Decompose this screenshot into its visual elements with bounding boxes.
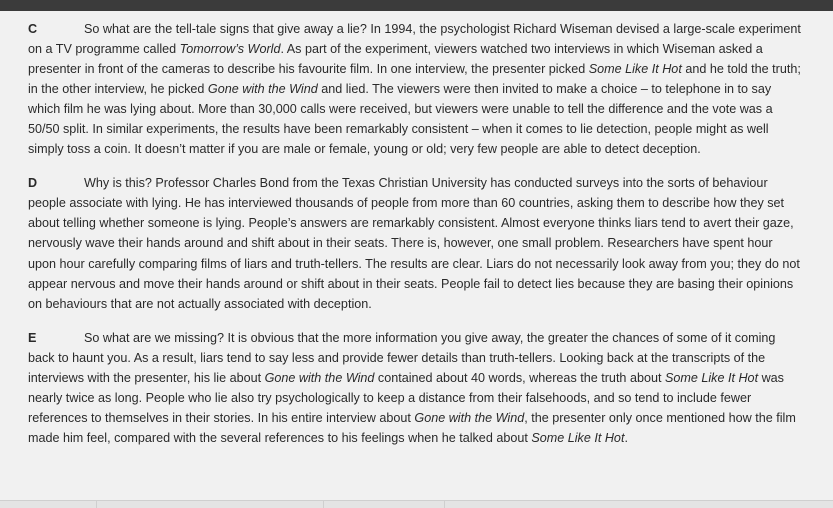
film-title-text: Some Like It Hot xyxy=(531,430,625,445)
paragraph-text: contained about 40 words, whereas the truth about xyxy=(374,370,665,385)
paragraph-text: . As part of the experiment, viewers watched two interviews in which Wiseman asked a presenter in front of the cameras to describe his favourite film. In one interview, the presenter picked xyxy=(28,42,763,77)
paragraph-text: So what are the tell-tale signs that give away a lie? In 1994, the psychologist Richard Wiseman devised a large-scale experiment on a TV programme called xyxy=(28,22,801,57)
paragraph-text: and lied. The viewers were then invited to make a choice – to telephone in to say which film he was lying about. More than 30,000 calls were received, but viewers were unable to tell the difference and the vote was a 50/50 split. In similar experiments, the results have been remarkably consistent – when it comes to lie detection, people might as well simply toss a coin. It doesn’t matter if you are male or female, young or old; very few people are able to detect deception. xyxy=(28,82,773,157)
paragraph-c xyxy=(28,19,802,159)
reading-passage xyxy=(28,19,802,462)
paragraph-text: and he told the truth; in the other interview, he picked xyxy=(28,62,801,97)
film-title-text: Gone with the Wind xyxy=(414,410,525,425)
paragraph-letter: E xyxy=(28,330,37,345)
paragraph-letter: C xyxy=(28,22,38,36)
bottom-tab[interactable] xyxy=(97,501,324,508)
bottom-tab[interactable] xyxy=(0,501,97,508)
paragraph-text: was nearly twice as long. People who lie also try psychologically to keep a distance from their falsehoods, and so tend to include fewer references to themselves in their stories. In his entire interview about xyxy=(28,370,784,425)
film-title-text: Some Like It Hot xyxy=(588,62,682,77)
paragraph-text: . xyxy=(624,430,628,445)
bottom-tab[interactable] xyxy=(324,501,445,508)
paragraph-e xyxy=(28,328,802,448)
film-title-text: Tomorrow’s World xyxy=(179,42,281,57)
paragraph-d xyxy=(28,173,802,313)
film-title-text: Gone with the Wind xyxy=(207,82,318,97)
paragraph-text: , the presenter only once mentioned how the film made him feel, compared with the several references to his feelings when he talked about xyxy=(28,410,796,445)
paragraph-text: Why is this? Professor Charles Bond from the Texas Christian University has conducted surveys into the sorts of behaviour people associate with lying. He has interviewed thousands of people from more than 60 countries, asking them to describe how they set about telling whether someone is lying. People’s answers are remarkably consistent. Almost everyone thinks liars tend to avert their gaze, nervously wave their hands around and shift about in their seats. There is, however, one small problem. Researchers have spent hour upon hour carefully comparing films of liars and truth-tellers. The results are clear. Liars do not necessarily look away from you; they do not appear nervous and move their hands around or shift about in their seats. People fail to detect lies because they are basing their opinions on behaviours that are not actually associated with deception. xyxy=(28,176,800,311)
paragraph-letter: D xyxy=(28,176,38,191)
film-title-text: Gone with the Wind xyxy=(264,370,375,385)
window-top-bar xyxy=(0,0,833,11)
paragraph-text: So what are we missing? It is obvious that the more information you give away, the greater the chances of some of it coming back to haunt you. As a result, liars tend to say less and provide fewer details than truth-tellers. Looking back at the transcripts of the interviews with the presenter, his lie about xyxy=(28,330,776,385)
film-title-text: Some Like It Hot xyxy=(664,370,759,385)
bottom-tab-strip xyxy=(0,500,833,508)
